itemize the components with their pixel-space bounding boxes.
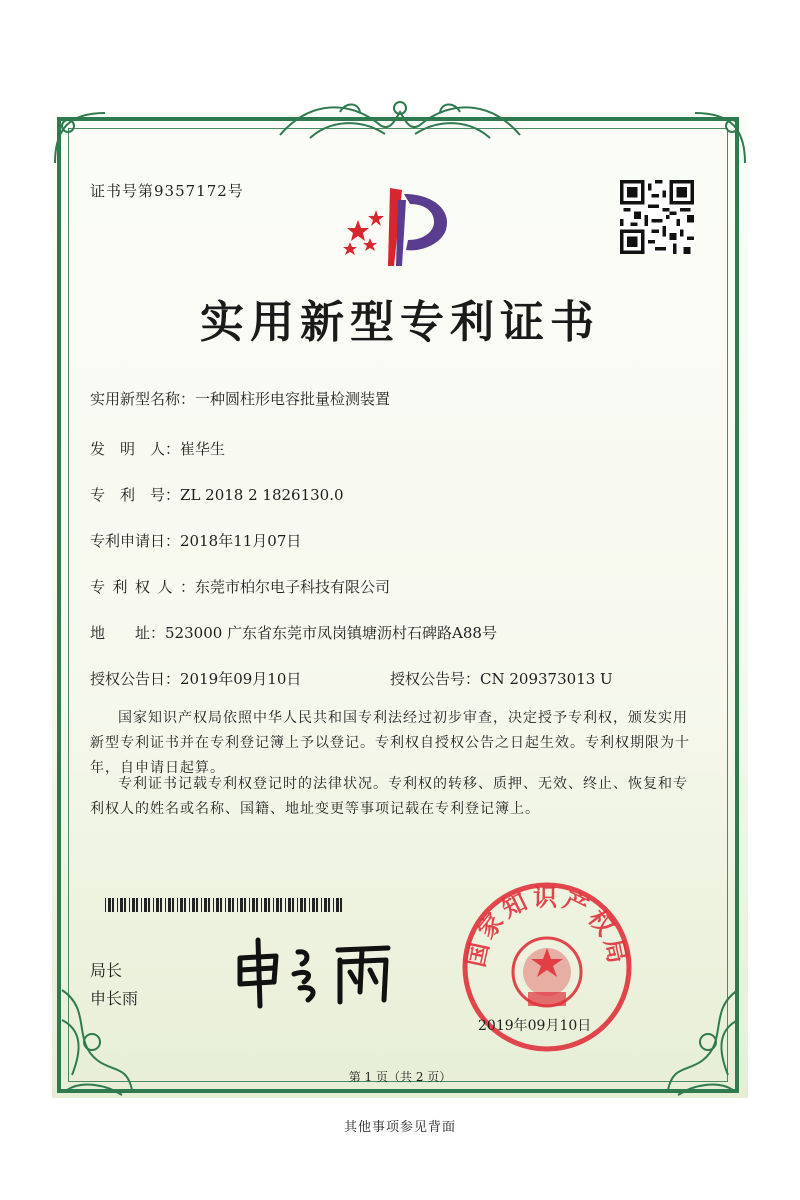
address-value: 523000 广东省东莞市凤岗镇塘沥村石碑路A88号 [165,624,497,642]
legal-status-paragraph: 专利证书记载专利权登记时的法律状况。专利权的转移、质押、无效、终止、恢复和专利权人的姓名或名称、国籍、地址变更等事项记载在专利登记簿上。 [90,776,688,817]
patent-number-row [90,484,344,505]
address-row [90,622,497,643]
grant-date-value: 2019年09月10日 [180,670,302,688]
qr-code-icon [620,180,694,254]
corner-ornament-tr [690,108,750,168]
patentee-row [90,576,390,597]
filing-date-label: 专利申请日： [90,532,181,550]
address-label: 地 址： [90,624,166,642]
utility-model-name-label: 实用新型名称： [90,390,196,408]
grant-date-label: 授权公告日： [90,670,181,688]
grant-number-value: CN 209373013 U [480,670,613,688]
filing-date-row [90,530,301,551]
inventor-row [90,438,225,459]
patent-number-value: ZL 2018 2 1826130.0 [180,486,344,504]
patentee-label: 专利权人： [90,578,195,596]
cnipa-logo-icon [328,180,468,270]
certificate-title: 实用新型专利证书 [200,297,600,348]
barcode-icon [105,898,345,912]
seal-text: 国家知识产权局 [460,882,634,970]
official-title: 局长 [90,961,123,980]
patentee-value: 东莞市柏尔电子科技有限公司 [195,578,391,596]
handwritten-signature [228,930,398,1010]
official-name: 申长雨 [90,989,139,1008]
certificate-number: 证书号第9357172号 [90,182,244,200]
inventor-label: 发 明 人： [90,440,181,458]
page-number: 第 1 页（共 2 页） [348,1070,452,1084]
filing-date-value: 2018年11月07日 [180,532,302,550]
inventor-value: 崔华生 [180,440,226,458]
grant-number-label: 授权公告号： [390,670,481,688]
seal-date: 2019年09月10日 [478,1018,592,1034]
grant-statement-paragraph: 国家知识产权局依照中华人民共和国专利法经过初步审查，决定授予专利权，颁发实用新型专利证书并在专利登记簿上予以登记。专利权自授权公告之日起生效。专利权期限为十年，自申请日起算。 [90,710,690,776]
utility-model-name-value: 一种圆柱形电容批量检测装置 [195,390,391,408]
top-ornament [270,90,530,150]
utility-model-name-row [90,388,390,409]
grant-number-row [390,668,613,689]
back-note: 其他事项参见背面 [343,1120,456,1135]
patent-number-label: 专 利 号： [90,486,181,504]
corner-ornament-tl [50,108,110,168]
grant-date-row [90,668,301,689]
